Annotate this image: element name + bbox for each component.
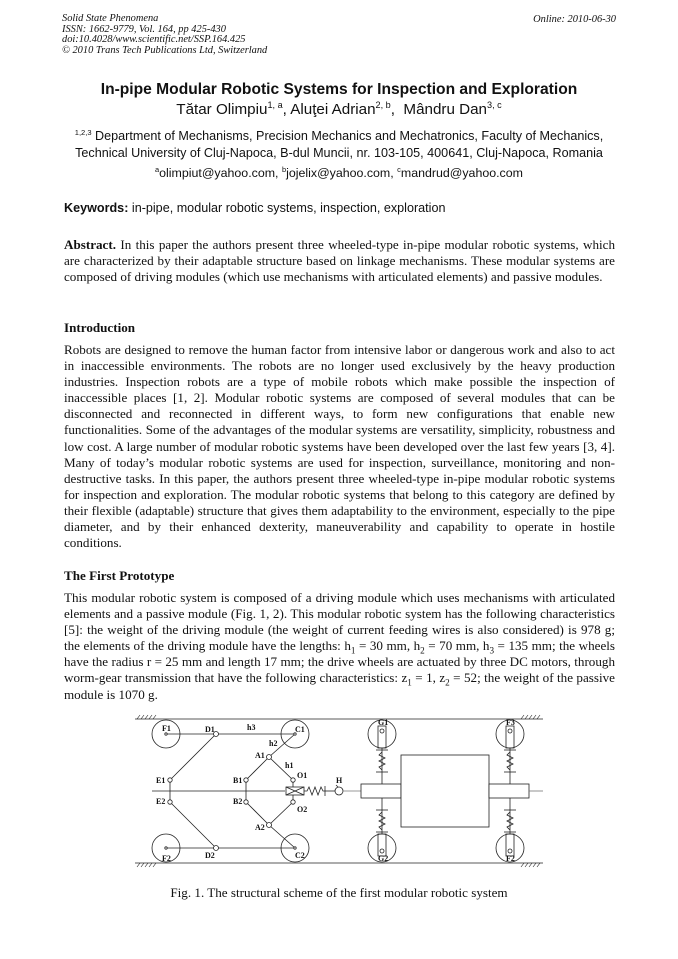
label-D1: D1 bbox=[205, 725, 215, 734]
author-list: Tătar Olimpiu$^{1, a}$, Aluţei Adrian$^{2, b}$, Mândru Dan$^{3, c}$ bbox=[176, 99, 502, 118]
label-G2: G2 bbox=[378, 854, 389, 863]
author-sup: 1, a bbox=[267, 99, 283, 110]
text-segment: = 135 mm; the wheels have the radius r = 25 mm and length 17 mm; the drive wheels are actuated by three DC motors, through worm-gear transmission that have the following characteristics: z bbox=[64, 638, 615, 686]
author-sup: 2, b bbox=[375, 99, 391, 110]
subscript: 3 bbox=[489, 645, 495, 656]
label-B1: B1 bbox=[233, 776, 243, 785]
keywords bbox=[64, 201, 446, 215]
label-C2: C2 bbox=[295, 851, 305, 860]
author-name: Tătar Olimpiu bbox=[176, 101, 268, 118]
abstract-text: In this paper the authors present three wheeled-type in-pipe modular robotic systems, which are characterized by their adaptable structure based on linkage mechanisms. These modular systems are composed of driving modules (which use mechanisms with articulated elements) and passive modules. bbox=[64, 237, 615, 285]
email-sup: b bbox=[281, 164, 287, 174]
keywords-text: in-pipe, modular robotic systems, inspection, exploration bbox=[128, 201, 446, 215]
label-E1: E1 bbox=[156, 776, 166, 785]
label-O1: O1 bbox=[297, 771, 308, 780]
label-C1: C1 bbox=[295, 725, 305, 734]
copyright-line: © 2010 Trans Tech Publications Ltd, Switzerland bbox=[62, 44, 268, 56]
subscript: 2 bbox=[420, 645, 425, 656]
author-sup: 3, c bbox=[487, 99, 502, 110]
affiliation-line-2: Technical University of Cluj-Napoca, B-dul Muncii, nr. 103-105, 400641, Cluj-Napoca, Romania bbox=[75, 146, 603, 160]
affiliation-line-1: Department of Mechanisms, Precision Mechanics and Mechatronics, Faculty of Mechanics, bbox=[91, 129, 604, 143]
online-date: Online: 2010-06-30 bbox=[533, 14, 616, 25]
first-prototype-text bbox=[64, 590, 615, 703]
label-A1: A1 bbox=[255, 751, 265, 760]
text-segment: This modular robotic system is composed of a driving module which uses mechanisms with articulated elements and a passive module (Fig. 1, 2). This modular robotic system has the following characteristics [5]: the weight of the driving module (the weight of current feeding wires is also considered) is 978 g; the elements of the driving module have the lengths: h bbox=[64, 590, 615, 654]
running-header bbox=[62, 14, 267, 56]
email-link[interactable]: olimpiut@yahoo.com bbox=[159, 166, 276, 180]
text-segment: = 70 mm, h bbox=[424, 638, 490, 654]
email-sup: a bbox=[155, 164, 160, 174]
journal-name: Solid State Phenomena bbox=[62, 13, 159, 24]
structural-scheme-figure bbox=[125, 708, 555, 878]
text-segment: = 1, z bbox=[411, 670, 446, 686]
abstract bbox=[64, 237, 615, 285]
label-O2: O2 bbox=[297, 805, 308, 814]
label-B2: B2 bbox=[233, 797, 243, 806]
label-D2: D2 bbox=[205, 851, 215, 860]
text-segment: = 52; the weight of the passive module is 1070 g. bbox=[64, 670, 615, 702]
doi-line: doi:10.4028/www.scientific.net/SSP.164.425 bbox=[62, 34, 246, 46]
label-H: H bbox=[336, 776, 343, 785]
subscript: 1 bbox=[350, 645, 356, 656]
subscript: 2 bbox=[445, 678, 450, 689]
introduction-text: Robots are designed to remove the human factor from intensive labor or dangerous work and also to act in inaccessible environments. The robots are no longer used exclusively by the heavy production industries. Inspection robots are a type of mobile robots which make possible the inspection of inaccessible places [1, 2]. Modular robotic systems are composed of several modules that can be disconnected and reconnected in different ways, to form new configurations that enable new functionalities. Some of the advantages of the modular systems are versatility, simplicity, robustness and low cost. A large number of modular robotic systems have been developed over the last few years [3, 4]. Many of today’s modular robotic systems are used for inspection, surveillance, monitoring and non-destructive tasks. In this paper, the authors present three wheeled-type in-pipe modular robotic systems for inspection and exploration. The modular robotic systems that belong to this category are defined by their flexible (adaptable) structure that gives them adaptability to the environment, especially to the pipe diameter, and by their enhanced dexterity, maneuverability and capability to operate in hostile conditions. bbox=[64, 342, 615, 551]
keywords-label: Keywords: bbox=[64, 201, 129, 215]
text-segment: = 30 mm, h bbox=[355, 638, 421, 654]
label-F3: F3 bbox=[506, 718, 515, 727]
author-name: Aluţei Adrian bbox=[290, 101, 376, 118]
introduction-heading: Introduction bbox=[64, 320, 136, 335]
paper-title: In-pipe Modular Robotic Systems for Inspection and Exploration bbox=[100, 81, 578, 98]
label-h1: h1 bbox=[285, 761, 294, 770]
first-prototype-heading: The First Prototype bbox=[64, 568, 175, 583]
label-h2: h2 bbox=[269, 739, 278, 748]
email-link[interactable]: mandrud@yahoo.com bbox=[400, 166, 523, 180]
affiliation-sup: 1,2,3 bbox=[74, 127, 92, 137]
label-E2: E2 bbox=[156, 797, 166, 806]
figure-caption: Fig. 1. The structural scheme of the first modular robotic system bbox=[170, 885, 508, 900]
email-link[interactable]: jojelix@yahoo.com bbox=[286, 166, 391, 180]
label-A2: A2 bbox=[255, 823, 265, 832]
email-list: $^a$olimpiut@yahoo.com, $^b$jojelix@yahoo.com, $^c$mandrud@yahoo.com bbox=[155, 164, 523, 180]
subscript: 1 bbox=[407, 678, 412, 689]
label-G1: G1 bbox=[378, 718, 389, 727]
abstract-label: Abstract. bbox=[64, 237, 116, 252]
email-sup: c bbox=[397, 164, 401, 174]
label-F2: F2 bbox=[162, 854, 171, 863]
issn-line: ISSN: 1662-9779, Vol. 164, pp 425-430 bbox=[62, 23, 226, 35]
author-name: Mândru Dan bbox=[403, 101, 487, 118]
label-h3: h3 bbox=[247, 723, 256, 732]
affiliation bbox=[0, 128, 678, 162]
label-F4: F2 bbox=[506, 854, 515, 863]
label-F1: F1 bbox=[162, 724, 171, 733]
